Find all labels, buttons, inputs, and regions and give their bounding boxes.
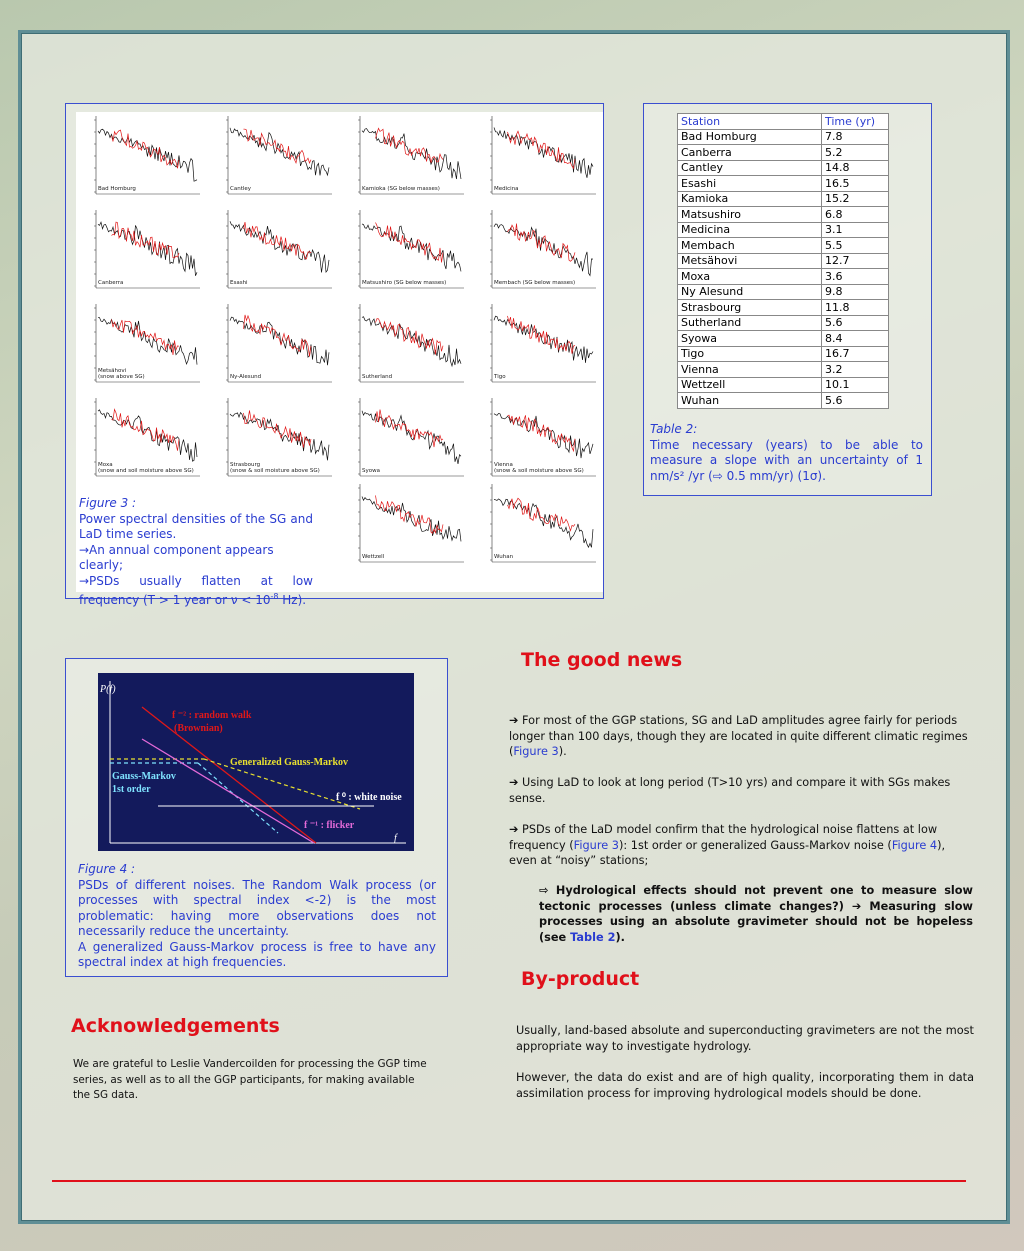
time-cell: 10.1 (822, 377, 889, 393)
table-row (678, 145, 889, 161)
psd-panel-label: Matsushiro (SG below masses) (362, 280, 447, 286)
sg-spectrum-line (494, 499, 593, 548)
acknowledgements-text: We are grateful to Leslie Vandercoilden for processing the GGP time series, as well as to all the GGP participants, for making available the SG data. (73, 1058, 427, 1101)
figure4-caption (78, 862, 436, 971)
time-cell: 6.8 (822, 207, 889, 223)
table-row (678, 222, 889, 238)
psd-panel-label: Canberra (98, 280, 124, 286)
psd-panel-label: Moxa (snow and soil moisture above SG) (98, 462, 194, 474)
psd-panel (340, 112, 468, 204)
table2-caption (650, 422, 923, 484)
figure4-box (65, 658, 448, 977)
flicker-label: f ⁻¹ : flicker (304, 820, 355, 831)
table-row (678, 191, 889, 207)
y-axis-label: P(f) (100, 684, 116, 695)
table-row (678, 129, 889, 145)
time-cell: 8.4 (822, 331, 889, 347)
by-product-title: By-product (521, 968, 640, 990)
station-cell: Metsähovi (678, 253, 822, 269)
time-cell: 11.8 (822, 300, 889, 316)
psd-panel-label: Bad Homburg (98, 186, 136, 192)
sg-spectrum-line (230, 413, 329, 461)
time-cell: 15.2 (822, 191, 889, 207)
psd-panel (472, 112, 600, 204)
psd-panel (340, 206, 468, 298)
station-cell: Membach (678, 238, 822, 254)
table2-box (643, 103, 932, 496)
station-cell: Cantley (678, 160, 822, 176)
psd-panel (472, 394, 600, 486)
time-cell: 3.2 (822, 362, 889, 378)
psd-plot (208, 206, 336, 298)
psd-plot (76, 112, 204, 204)
psd-plot (472, 112, 600, 204)
psd-panel-label: Esashi (230, 280, 248, 286)
psd-panel-label: Cantley (230, 186, 252, 192)
time-cell: 3.6 (822, 269, 889, 285)
psd-panel-label: Membach (SG below masses) (494, 280, 576, 286)
station-cell: Wuhan (678, 393, 822, 409)
station-cell: Kamioka (678, 191, 822, 207)
psd-panel (208, 300, 336, 392)
table-row (678, 160, 889, 176)
random-walk-label: f ⁻² : random walk (172, 710, 252, 721)
station-cell: Vienna (678, 362, 822, 378)
white-noise-label: f ⁰ : white noise (336, 792, 402, 803)
psd-plot (472, 480, 600, 572)
table-header-time: Time (yr) (822, 114, 889, 130)
lad-spectrum-line (508, 415, 576, 451)
lad-spectrum-line (376, 495, 444, 533)
table-row (678, 393, 889, 409)
psd-panel (208, 206, 336, 298)
psd-plot (208, 300, 336, 392)
lad-spectrum-line (112, 409, 180, 450)
by-product-p2: However, the data do exist and are of high quality, incorporating them in data assimilation process for improving hydrological models should be done. (516, 1071, 974, 1100)
table2-link[interactable]: Table 2 (570, 930, 616, 944)
time-cell: 5.5 (822, 238, 889, 254)
figure4-caption-p2: A generalized Gauss-Markov process is free to have any spectral index at high frequencies. (78, 939, 436, 969)
by-product-p1: Usually, land-based absolute and superconducting gravimeters are not the most appropriate way to investigate hydrology. (516, 1024, 974, 1053)
psd-panel (208, 112, 336, 204)
figure3-caption-line1: Power spectral densities of the SG and LaD time series. (79, 511, 313, 541)
psd-panel-label: Syowa (362, 468, 380, 474)
station-cell: Canberra (678, 145, 822, 161)
figure3-box (65, 103, 604, 607)
gm1-slope-line (198, 763, 278, 833)
ggm-label: Generalized Gauss-Markov (230, 757, 349, 768)
figure3-caption (79, 496, 313, 609)
psd-plot (340, 300, 468, 392)
psd-panel-label: Wettzell (362, 554, 385, 560)
time-cell: 16.5 (822, 176, 889, 192)
psd-panel-label: Vienna (snow & soil moisture above SG) (494, 462, 584, 474)
sg-spectrum-line (98, 410, 197, 461)
lad-spectrum-line (376, 223, 444, 263)
psd-panel (76, 394, 204, 486)
psd-panel-label: Medicina (494, 186, 519, 192)
table-row (678, 331, 889, 347)
psd-panel-label: Strasbourg (snow & soil moisture above SG) (230, 462, 320, 474)
figure3-link[interactable]: Figure 3 (513, 745, 559, 758)
gm1-order-label: 1st order (112, 784, 151, 795)
table-row (678, 300, 889, 316)
psd-panel (76, 112, 204, 204)
table-row (678, 238, 889, 254)
lad-spectrum-line (508, 498, 576, 531)
time-cell: 12.7 (822, 253, 889, 269)
psd-panel (472, 480, 600, 572)
table-row (678, 315, 889, 331)
lad-spectrum-line (508, 316, 576, 354)
station-cell: Esashi (678, 176, 822, 192)
sg-spectrum-line (230, 221, 329, 272)
sg-spectrum-line (230, 317, 329, 365)
table-row (678, 284, 889, 300)
figure4-caption-p1: PSDs of different noises. The Random Walk process (or processes with spectral index <-2) is the most problematic: having more observations does not necessarily reduce the uncertainty. (78, 877, 436, 938)
flicker-line (142, 739, 314, 843)
acknowledgements-title: Acknowledgements (71, 1015, 280, 1037)
lad-spectrum-line (376, 410, 444, 448)
time-cell: 5.6 (822, 393, 889, 409)
time-cell: 14.8 (822, 160, 889, 176)
good-news-p4: ⇨ Hydrological effects should not prevent one to measure slow tectonic processes (unless climate changes?) ➔ Measuring slow processes using an absolute gravimeter should not be hopeless (see Table 2). (539, 884, 973, 944)
good-news-p2: ➔ Using LaD to look at long period (T>10 yrs) and compare it with SGs makes sense. (509, 776, 951, 805)
table2-caption-label: Table 2: (650, 422, 698, 436)
psd-panel-label: Metsähovi (snow above SG) (98, 368, 145, 380)
gm1-label: Gauss-Markov (112, 771, 176, 782)
brownian-label: (Brownian) (174, 723, 223, 734)
psd-panel-label: Sutherland (362, 374, 393, 380)
sg-spectrum-line (494, 224, 593, 276)
table-row (678, 346, 889, 362)
table-row (678, 253, 889, 269)
sg-spectrum-line (98, 222, 197, 276)
figure3-caption-line2: →An annual component appears clearly; (79, 542, 274, 572)
time-cell: 9.8 (822, 284, 889, 300)
time-cell: 3.1 (822, 222, 889, 238)
good-news-title: The good news (521, 649, 683, 671)
figure3-caption-label: Figure 3 : (79, 496, 137, 510)
psd-panel (208, 394, 336, 486)
station-cell: Strasbourg (678, 300, 822, 316)
noise-diagram-svg (98, 673, 414, 851)
psd-plot (208, 112, 336, 204)
time-cell: 5.2 (822, 145, 889, 161)
table-header-station: Station (678, 114, 822, 130)
psd-panel-label: Tigo (494, 374, 506, 380)
table-row (678, 207, 889, 223)
table2-caption-text: Time necessary (years) to be able to measure a slope with an uncertainty of 1 nm/s² /yr (⇨ 0.5 mm/yr) (1σ). (650, 437, 923, 483)
psd-panel (340, 394, 468, 486)
psd-panel (340, 300, 468, 392)
station-cell: Medicina (678, 222, 822, 238)
good-news-p3: ➔ PSDs of the LaD model confirm that the hydrological noise flattens at low frequency (Figure 3): 1st order or generalized Gauss-Markov noise (Figure 4), even at “noisy” stations; (509, 823, 946, 867)
psd-panel-label: Kamioka (SG below masses) (362, 186, 440, 192)
psd-panel (76, 300, 204, 392)
psd-panel-label: Wuhan (494, 554, 514, 560)
psd-panel (472, 300, 600, 392)
station-cell: Tigo (678, 346, 822, 362)
x-axis-label: f (394, 833, 397, 844)
station-cell: Sutherland (678, 315, 822, 331)
station-table (677, 113, 889, 409)
figure3-caption-line3: →PSDs usually flatten at low frequency (T > 1 year or $\nu < 10^{-8}$ Hz). (79, 573, 313, 607)
psd-panel-label: Ny-Alesund (230, 374, 262, 380)
sg-spectrum-line (362, 317, 461, 366)
table-row (678, 377, 889, 393)
good-news-p1: ➔ For most of the GGP stations, SG and LaD amplitudes agree fairly for periods longer than 100 days, though they are located in quite different climatic regimes (Figure 3). (509, 714, 968, 758)
bottom-divider (52, 1180, 966, 1182)
figure3-link-2[interactable]: Figure 3 (573, 838, 619, 852)
psd-panel (340, 480, 468, 572)
table-row (678, 269, 889, 285)
psd-plot (472, 300, 600, 392)
station-cell: Moxa (678, 269, 822, 285)
station-cell: Syowa (678, 331, 822, 347)
station-cell: Ny Alesund (678, 284, 822, 300)
time-cell: 5.6 (822, 315, 889, 331)
time-cell: 7.8 (822, 129, 889, 145)
sg-spectrum-line (98, 129, 197, 181)
psd-plot (340, 480, 468, 572)
station-cell: Matsushiro (678, 207, 822, 223)
table-row (678, 176, 889, 192)
sg-spectrum-line (494, 414, 593, 459)
table-row (678, 362, 889, 378)
psd-plot (76, 206, 204, 298)
lad-spectrum-line (376, 128, 444, 163)
noise-diagram (98, 673, 414, 851)
time-cell: 16.7 (822, 346, 889, 362)
psd-panel (472, 206, 600, 298)
figure4-caption-label: Figure 4 : (78, 862, 136, 876)
figure4-link[interactable]: Figure 4 (891, 838, 938, 852)
station-cell: Bad Homburg (678, 129, 822, 145)
psd-panel (76, 206, 204, 298)
lad-spectrum-line (244, 222, 312, 259)
sg-spectrum-line (362, 411, 461, 464)
psd-plot (340, 394, 468, 486)
station-cell: Wettzell (678, 377, 822, 393)
